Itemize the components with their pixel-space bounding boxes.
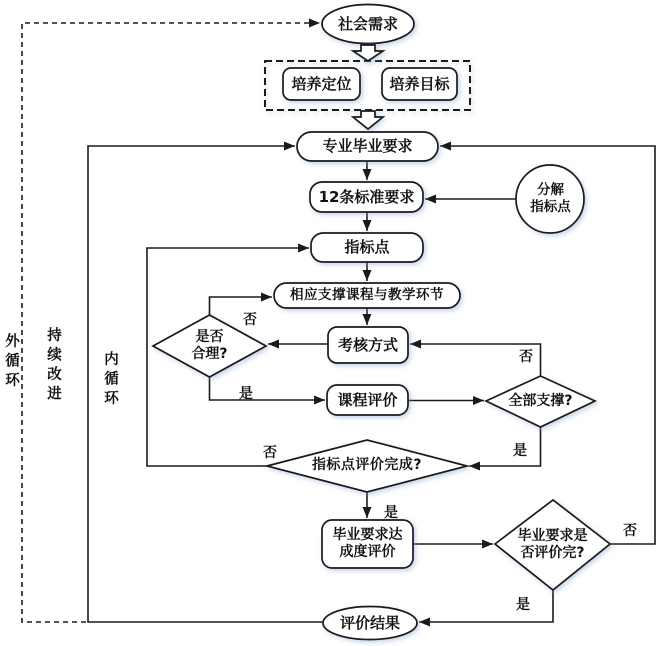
decompose-label <box>517 166 584 232</box>
block-arrow-down-2 <box>353 111 383 129</box>
edge-support-yes-to-indicator-done <box>469 427 541 466</box>
support-yes-label: 是 <box>513 443 527 459</box>
grad-yes-label: 是 <box>516 597 530 613</box>
reasonable-label-line1: 是否 <box>195 328 224 345</box>
reasonable-label-line2: 合理? <box>191 346 228 362</box>
decompose-label-line2: 指标点 <box>530 199 571 215</box>
achievement-label <box>322 520 413 568</box>
standards-label: 12条标准要求 <box>318 187 415 206</box>
reasonable-no-label: 否 <box>243 312 257 328</box>
grad-eval-done-label <box>495 500 610 590</box>
result-label: 评价结果 <box>339 614 400 633</box>
indicator-done-label: 指标点评价完成? <box>311 457 423 474</box>
assessment-label: 考核方式 <box>337 335 398 354</box>
grad-eval-done-label-line2: 否评价完? <box>520 545 585 561</box>
decompose-label-line1: 分解 <box>537 182 564 199</box>
grad-no-label: 否 <box>623 523 637 539</box>
positioning-label: 培养定位 <box>291 74 352 93</box>
edge-reasonable-yes-to-course-eval <box>210 377 326 400</box>
achievement-label-line1: 毕业要求达 <box>332 526 403 543</box>
inner-loop-label: 内循环 <box>102 351 118 410</box>
continuous-improvement-label: 持续改进 <box>45 327 61 405</box>
edge-result-to-grad-requirements <box>88 146 323 622</box>
supporting-courses-label: 相应支撑课程与教学环节 <box>290 287 444 304</box>
reasonable-yes-label: 是 <box>239 386 253 402</box>
full-support-label: 全部支撑? <box>508 392 573 409</box>
social-needs-label: 社会需求 <box>337 14 398 33</box>
edge-grad-yes-to-result <box>419 590 553 622</box>
outer-loop-label: 外循环 <box>3 333 19 392</box>
indicator-no-label: 否 <box>263 445 277 461</box>
block-arrow-down-1 <box>353 45 383 61</box>
grad-eval-done-label-line1: 毕业要求是 <box>517 527 588 544</box>
objectives-label: 培养目标 <box>389 74 450 93</box>
achievement-label-line2: 成度评价 <box>339 544 396 560</box>
course-eval-label: 课程评价 <box>337 390 398 409</box>
indicator-yes-label: 是 <box>384 505 398 521</box>
grad-requirements-label: 专业毕业要求 <box>322 137 413 156</box>
indicator-label: 指标点 <box>344 238 390 257</box>
support-no-label: 否 <box>519 349 533 365</box>
